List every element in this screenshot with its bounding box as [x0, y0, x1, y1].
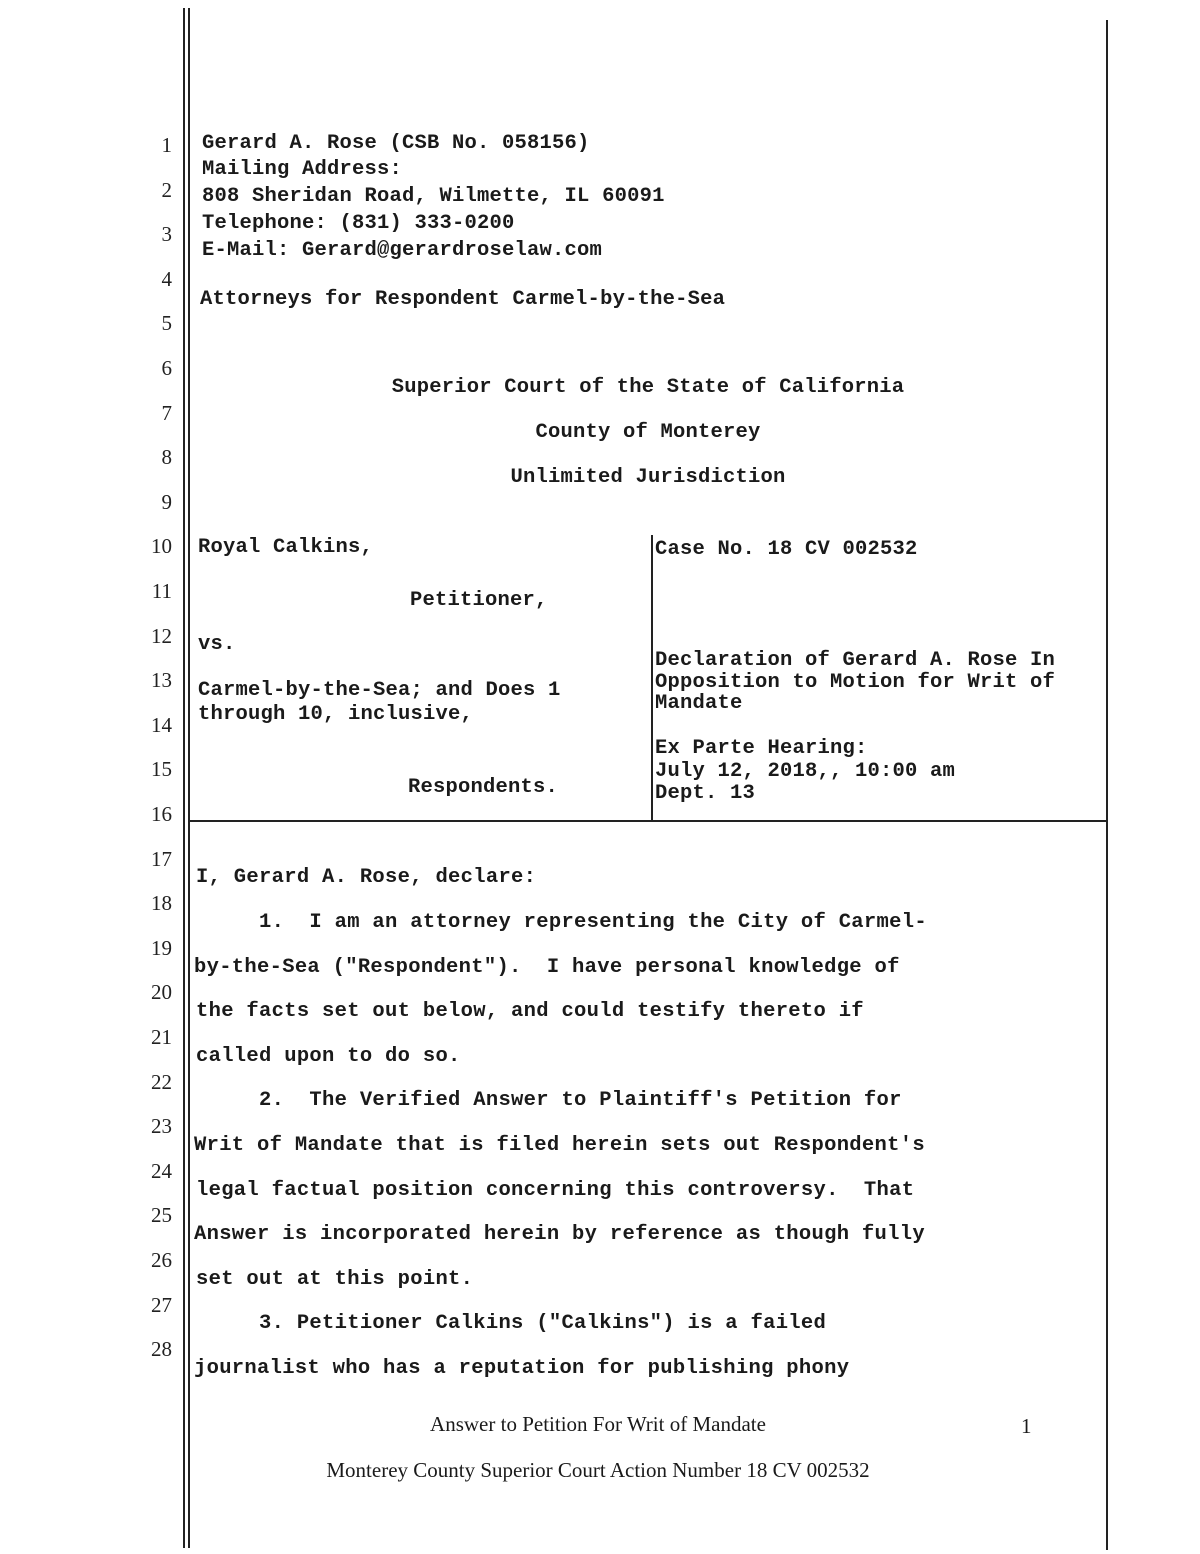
line-number: 16: [151, 802, 172, 826]
page-number: 1: [1021, 1414, 1032, 1438]
case-number: Case No. 18 CV 002532: [655, 538, 918, 561]
line-number: 18: [151, 891, 172, 916]
line-number: 2: [161, 177, 172, 202]
respondent-line-1: Carmel-by-the-Sea; and Does 1: [198, 679, 561, 702]
left-margin-rule-inner: [188, 8, 190, 1548]
respondents-label: Respondents.: [408, 776, 559, 799]
line-number: 3: [161, 222, 172, 247]
left-margin-rule-outer: [183, 8, 185, 1548]
caption-bottom-rule: [190, 820, 1106, 822]
attorney-name-line: Gerard A. Rose (CSB No. 058156): [202, 132, 590, 155]
right-margin-rule: [1106, 20, 1108, 1550]
line-number: 15: [151, 757, 172, 782]
line-number: 27: [151, 1292, 172, 1317]
line-number: 24: [151, 1158, 172, 1183]
line-number: 1: [161, 133, 172, 157]
body-line: legal factual position concerning this controversy. That: [196, 1178, 915, 1202]
telephone: Telephone: (831) 333-0200: [202, 212, 515, 235]
petitioner-name: Royal Calkins,: [198, 536, 374, 559]
body-line: by-the-Sea ("Respondent"). I have personal knowledge of: [194, 955, 900, 979]
body-line: Answer is incorporated herein by reference as though fully: [194, 1223, 925, 1247]
court-name: Superior Court of the State of California: [391, 376, 905, 399]
respondent-line-2: through 10, inclusive,: [198, 703, 474, 726]
email: E-Mail: Gerard@gerardroselaw.com: [202, 239, 603, 262]
hearing-date: July 12, 2018,, 10:00 am: [655, 760, 956, 783]
line-number: 21: [151, 1025, 172, 1049]
document-title-line-1: Declaration of Gerard A. Rose In: [655, 649, 1056, 672]
caption-divider: [651, 535, 653, 822]
line-number: 13: [151, 668, 172, 693]
line-number: 26: [151, 1248, 172, 1272]
body-line: set out at this point.: [196, 1267, 474, 1291]
attorneys-for: Attorneys for Respondent Carmel-by-the-Sea: [200, 288, 726, 311]
line-number: 23: [151, 1114, 172, 1139]
line-number: 28: [151, 1337, 172, 1362]
court-county: County of Monterey: [535, 421, 761, 444]
body-line: 2. The Verified Answer to Plaintiff's Petition for: [196, 1089, 902, 1113]
mailing-address: 808 Sheridan Road, Wilmette, IL 60091: [202, 185, 665, 208]
declaration-intro: I, Gerard A. Rose, declare:: [196, 866, 537, 889]
hearing-label: Ex Parte Hearing:: [655, 737, 868, 760]
petitioner-label: Petitioner,: [410, 589, 548, 612]
footer-action-number: Monterey County Superior Court Action Number 18 CV 002532: [326, 1458, 870, 1482]
body-line: 3. Petitioner Calkins ("Calkins") is a failed: [196, 1312, 827, 1336]
mailing-address-label: Mailing Address:: [202, 158, 403, 181]
body-line: Writ of Mandate that is filed herein sets out Respondent's: [194, 1134, 925, 1157]
line-number: 9: [161, 489, 172, 514]
body-line: called upon to do so.: [196, 1044, 461, 1068]
line-number: 20: [151, 980, 172, 1005]
body-line: the facts set out below, and could testify thereto if: [196, 1000, 864, 1024]
line-number: 25: [151, 1203, 172, 1228]
department: Dept. 13: [655, 782, 756, 805]
document-title-line-2: Opposition to Motion for Writ of: [655, 671, 1056, 694]
line-number: 14: [151, 712, 172, 737]
court-jurisdiction: Unlimited Jurisdiction: [510, 466, 786, 489]
line-number: 10: [151, 534, 172, 559]
footer-title: Answer to Petition For Writ of Mandate: [430, 1412, 766, 1436]
document-title-line-3: Mandate: [655, 692, 743, 715]
line-number: 22: [151, 1069, 172, 1094]
line-number: 5: [161, 311, 172, 336]
line-number: 7: [161, 400, 172, 425]
line-number: 12: [151, 623, 172, 648]
line-number: 6: [161, 356, 172, 380]
line-number: 8: [161, 445, 172, 470]
body-line: journalist who has a reputation for publishing phony: [194, 1357, 850, 1380]
versus: vs.: [198, 633, 236, 656]
body-line: 1. I am an attorney representing the City of Carmel-: [196, 911, 927, 934]
line-number: 11: [151, 579, 172, 603]
line-number: 19: [151, 935, 172, 960]
line-number: 17: [151, 846, 172, 871]
line-number: 4: [161, 266, 172, 291]
